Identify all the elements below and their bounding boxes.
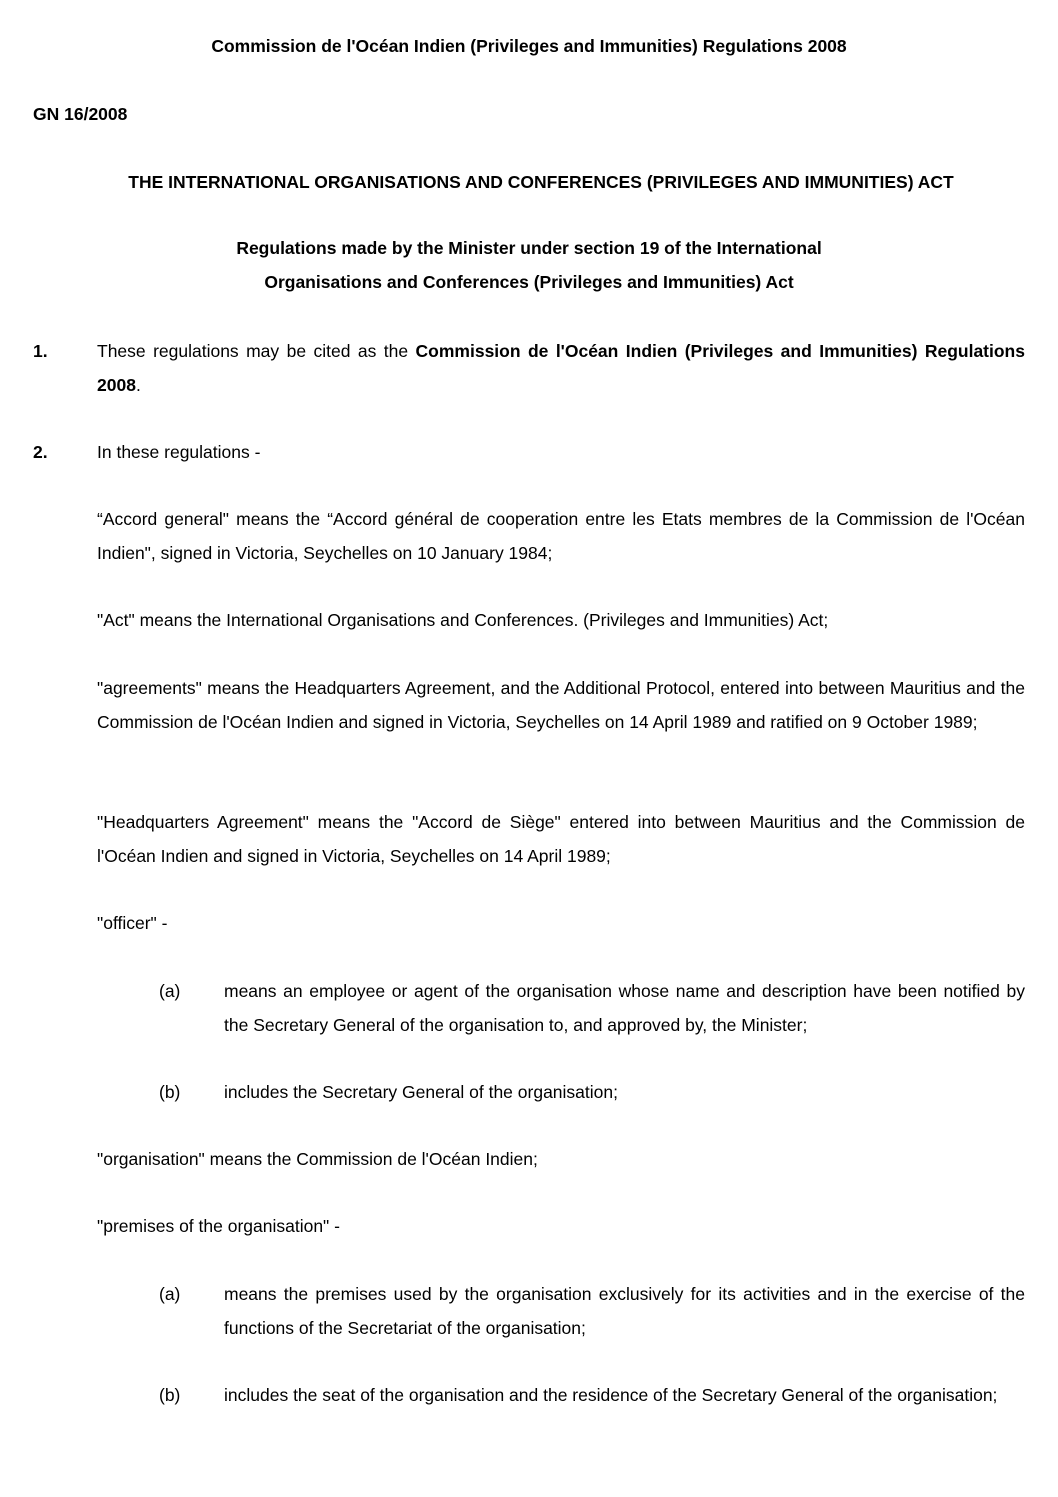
officer-b-text: includes the Secretary General of the organisation; bbox=[224, 1082, 618, 1102]
definition-officer: "officer" - bbox=[97, 913, 168, 933]
premises-a-text: means the premises used by the organisation exclusively for its activities and in the exercise of the functions of the Secretariat of the organisation; bbox=[224, 1284, 1025, 1338]
premises-a-label: (a) bbox=[159, 1284, 181, 1304]
officer-a-text: means an employee or agent of the organisation whose name and description have been notified by the Secretary General of the organisation to, and approved by, the Minister; bbox=[224, 981, 1025, 1035]
officer-b-label: (b) bbox=[159, 1082, 181, 1102]
premises-b-label: (b) bbox=[159, 1385, 181, 1405]
officer-a-label: (a) bbox=[159, 981, 181, 1001]
regulation-2-intro: In these regulations - bbox=[97, 442, 261, 462]
regulation-2-number: 2. bbox=[33, 442, 48, 462]
definition-act: "Act" means the International Organisations and Conferences. (Privileges and Immunities) Act; bbox=[97, 610, 829, 630]
regulation-1-text-before: These regulations may be cited as the bbox=[97, 341, 416, 361]
definition-premises: "premises of the organisation" - bbox=[97, 1216, 340, 1236]
gn-number: GN 16/2008 bbox=[33, 104, 128, 124]
preamble-line-1: Regulations made by the Minister under section 19 of the International bbox=[236, 238, 822, 258]
preamble-line-2: Organisations and Conferences (Privileges and Immunities) Act bbox=[264, 272, 794, 292]
regulation-1-name: Commission de l'Océan Indien (Privileges and Immunities) Regulations 2008 bbox=[97, 341, 1025, 395]
definition-accord-general: “Accord general" means the “Accord général de cooperation entre les Etats membres de la Commission de l'Océan Indien", signed in Victoria, Seychelles on 10 January 1984; bbox=[97, 509, 1025, 563]
definition-headquarters-agreement: "Headquarters Agreement" means the "Accord de Siège" entered into between Mauritius and the Commission de l'Océan Indien and signed in Victoria, Seychelles on 14 April 1989; bbox=[97, 812, 1025, 866]
document-title: Commission de l'Océan Indien (Privileges and Immunities) Regulations 2008 bbox=[211, 36, 847, 56]
premises-b-text: includes the seat of the organisation and the residence of the Secretary General of the organisation; bbox=[224, 1385, 998, 1405]
regulation-1-number: 1. bbox=[33, 341, 48, 361]
definition-agreements: "agreements" means the Headquarters Agreement, and the Additional Protocol, entered into between Mauritius and the Commission de l'Océan Indien and signed in Victoria, Seychelles on 14 April 1989 and ratified on 9 October 1989; bbox=[97, 678, 1025, 732]
definition-organisation: "organisation" means the Commission de l'Océan Indien; bbox=[97, 1149, 538, 1169]
act-heading: THE INTERNATIONAL ORGANISATIONS AND CONFERENCES (PRIVILEGES AND IMMUNITIES) ACT bbox=[128, 172, 954, 192]
regulation-1-text bbox=[97, 334, 1025, 402]
regulation-1-text-after: . bbox=[135, 375, 141, 395]
